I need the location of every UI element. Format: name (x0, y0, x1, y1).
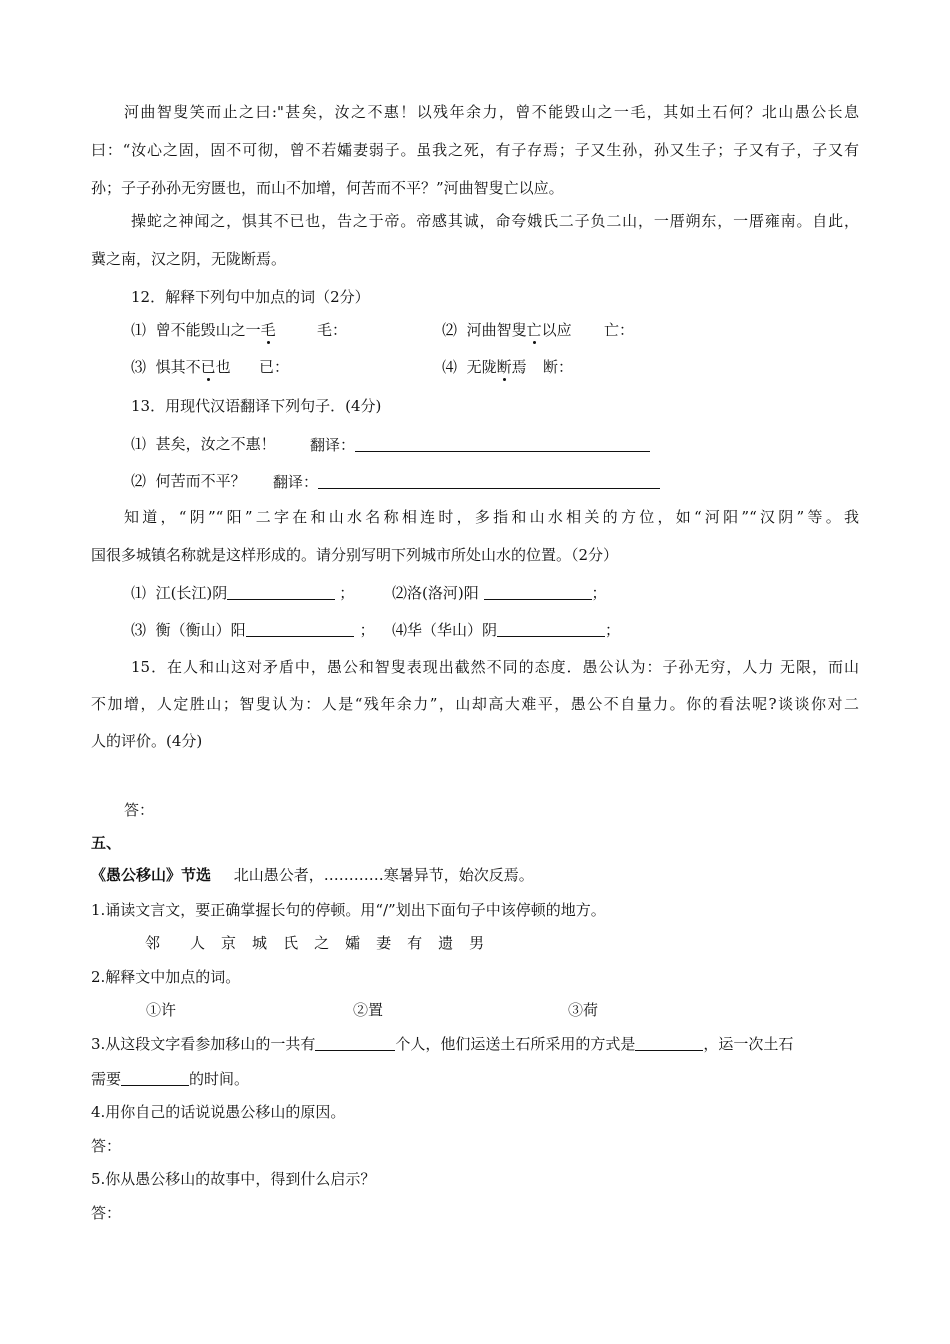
question-12-title: 12．解释下列句中加点的词（2分） (131, 288, 370, 306)
answer-blank[interactable] (227, 585, 335, 600)
q2-item-3: ③荷 (568, 1001, 599, 1019)
answer-blank[interactable] (315, 1036, 395, 1051)
passage-line: 孙；子子孙孙无穷匮也，而山不加增，何苦而不平？”河曲智叟亡以应。 (91, 179, 564, 197)
dotted-char: 已 (200, 358, 216, 376)
section-5-q4: 4.用你自己的话说说愚公移山的原因。 (91, 1103, 346, 1121)
q1-sentence[interactable]: 邻 人 京 城 氏 之 孀 妻 有 遗 男 (145, 934, 485, 952)
answer-blank[interactable] (497, 622, 605, 637)
q5-answer-label: 答： (91, 1204, 122, 1222)
q14-item-3: ⑶ 衡（衡山）阳 ； (131, 621, 375, 639)
section-5-heading: 五、 (91, 834, 122, 852)
q13-item-2-translation: 翻译： (273, 474, 660, 490)
passage-line: 操蛇之神闻之，惧其不已也，告之于帝。帝感其诚，命夸娥氏二子负二山，一厝朔东，一厝雍南。自此， (131, 212, 859, 230)
source-text: 北山愚公者，…………寒暑异节，始次反焉。 (233, 866, 534, 884)
question-15-line: 人的评价。(4分) (91, 732, 203, 750)
question-15-line: 15．在人和山这对矛盾中，愚公和智叟表现出截然不同的态度．愚公认为：子孙无穷，人力 无限，而山 (131, 658, 859, 676)
answer-blank[interactable] (121, 1071, 189, 1086)
passage-line: 曰：“汝心之固，固不可彻，曾不若孀妻弱子。虽我之死，有子存焉；子又生孙，孙又生子；子又有子，子又有 (91, 141, 859, 159)
q13-item-1-translation: 翻译： (310, 437, 650, 453)
section-5-source (91, 868, 534, 883)
q12-item-4: ⑷ 无陇断焉 (442, 358, 527, 376)
passage-line: 冀之南，汉之阴，无陇断焉。 (91, 250, 287, 268)
question-14-line: 国很多城镇名称就是这样形成的。请分别写明下列城市所处山水的位置。（2分） (91, 546, 619, 564)
q12-item-1-label: 毛： (317, 321, 348, 339)
section-5-q1: 1.诵读文言文，要正确掌握长句的停顿。用“/”划出下面句子中该停顿的地方。 (91, 901, 606, 919)
dotted-char: 亡 (526, 321, 542, 339)
dotted-char: 毛 (260, 321, 276, 339)
q14-item-2: ⑵洛(洛河)阳 ； (392, 584, 607, 602)
q14-item-1: ⑴ 江(长江)阴 ； (131, 584, 355, 602)
q2-item-2: ②置 (353, 1001, 384, 1019)
q12-item-2-label: 亡： (604, 321, 635, 339)
section-5-q3-line1: 3.从这段文字看参加移山的一共有 个人，他们运送土石所采用的方式是 ，运一次土石 (91, 1035, 794, 1053)
section-5-q2: 2.解释文中加点的词。 (91, 968, 241, 986)
question-15-line: 不加增，人定胜山；智叟认为：人是“残年余力”，山却高大难平，愚公不自量力。你的看法呢?谈谈你对二 (91, 695, 859, 713)
q12-item-3: ⑶ 惧其不已也 (131, 358, 231, 376)
question-14-line: 知道，“阴”“阳”二字在和山水名称相连时，多指和山水相关的方位，如“河阳”“汉阴”等。我 (124, 508, 859, 526)
answer-blank[interactable] (635, 1036, 703, 1051)
dotted-char: 断 (496, 358, 512, 376)
section-5-q5: 5.你从愚公移山的故事中，得到什么启示？ (91, 1170, 376, 1188)
source-title: 《愚公移山》节选 (91, 866, 212, 884)
q14-item-4: ⑷华（华山）阴 ； (392, 621, 621, 639)
q13-item-2: ⑵ 何苦而不平？ (131, 472, 246, 490)
q12-item-1: ⑴ 曾不能毁山之一毛 (131, 321, 276, 339)
q12-item-2: ⑵ 河曲智叟亡以应 (442, 321, 572, 339)
q13-item-1: ⑴ 甚矣，汝之不惠！ (131, 435, 276, 453)
passage-line: 河曲智叟笑而止之曰:"甚矣，汝之不惠！以残年余力，曾不能毁山之一毛，其如土石何？北山愚公长息 (124, 103, 859, 121)
answer-blank[interactable] (484, 585, 592, 600)
q4-answer-label: 答： (91, 1137, 122, 1155)
q12-item-3-label: 已： (259, 358, 290, 376)
question-13-title: 13．用现代汉语翻译下列句子．(4分) (131, 397, 382, 415)
answer-blank[interactable] (318, 474, 660, 489)
section-5-q3-line2: 需要 的时间。 (91, 1070, 250, 1088)
q2-item-1: ①许 (146, 1001, 177, 1019)
answer-blank[interactable] (355, 437, 650, 452)
q12-item-4-label: 断： (543, 358, 574, 376)
answer-blank[interactable] (246, 622, 354, 637)
q15-answer-label: 答： (124, 801, 155, 819)
